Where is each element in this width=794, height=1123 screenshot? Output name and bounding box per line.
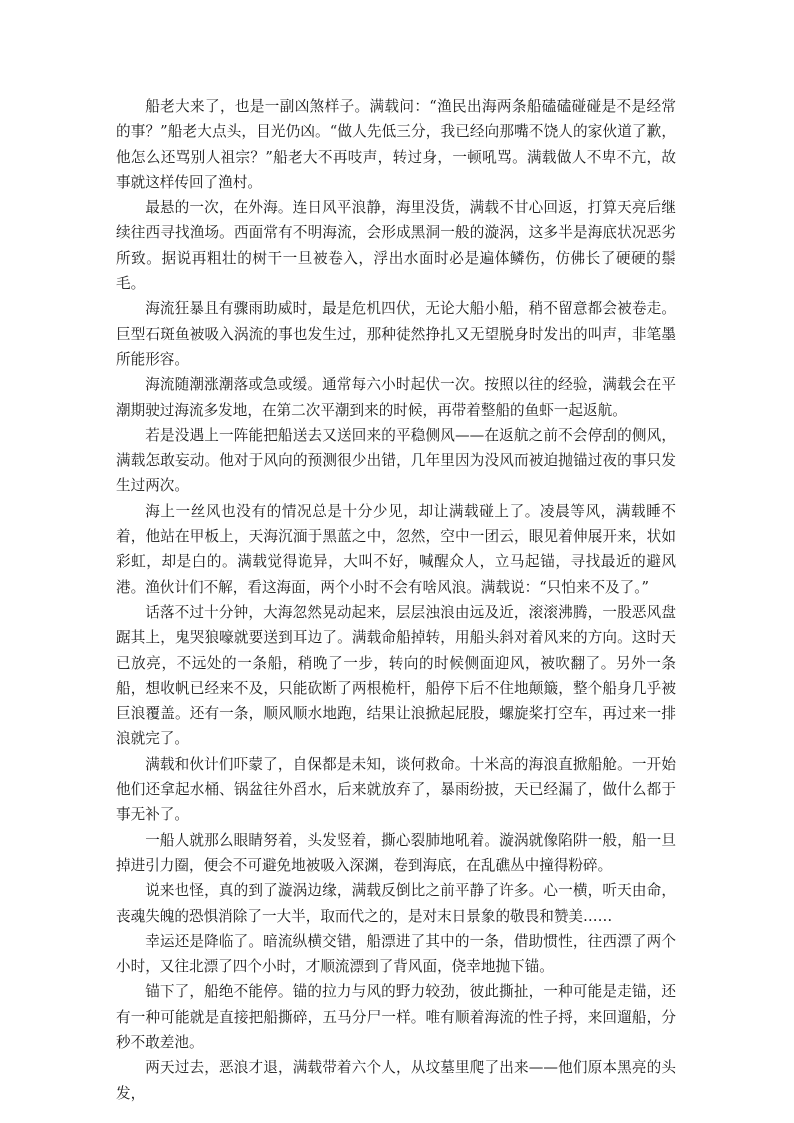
paragraph: 最悬的一次，在外海。连日风平浪静，海里没货，满载不甘心回返，打算天亮后继续往西寻找渔场。西面常有不明海流，会形成黑洞一般的漩涡，这多半是海底状况恶劣所致。据说再粗壮的树干一旦被卷入，浮出水面时必是遍体鳞伤，仿佛长了硬硬的鬃毛。 [116, 199, 676, 293]
paragraph: 话落不过十分钟，大海忽然晃动起来，层层浊浪由远及近，滚滚沸腾，一股恶风盘踞其上，鬼哭狼嚎就要送到耳边了。满载命船掉转，用船头斜对着风来的方向。这时天已放亮，不远处的一条船，稍晚了一步，转向的时候侧面迎风，被吹翻了。另外一条船，想收帆已经来不及，只能砍断了两根桅杆，船停下后不住地颠簸，整个船身几乎被巨浪覆盖。还有一条，顺风顺水地跑，结果让浪掀起屁股，螺旋桨打空车，再过来一排浪就完了。 [116, 603, 676, 748]
paragraph: 一船人就那么眼睛努着，头发竖着，撕心裂肺地吼着。漩涡就像陷阱一般，船一旦掉进引力圈，便会不可避免地被吸入深渊，卷到海底，在乱礁丛中撞得粉碎。 [116, 831, 676, 874]
paragraph: 海上一丝风也没有的情况总是十分少见，却让满载碰上了。凌晨等风，满载睡不着，他站在甲板上，天海沉湎于黑蓝之中，忽然，空中一团云，眼见着伸展开来，状如彩虹，却是白的。满载觉得诡异，大叫不好，喊醒众人，立马起锚，寻找最近的避风港。渔伙计们不解，看这海面，两个小时不会有啥风浪。满载说：“只怕来不及了。” [116, 502, 676, 596]
paragraph: 船老大来了，也是一副凶煞样子。满载问：“渔民出海两条船磕磕碰碰是不是经常的事？”船老大点头，目光仍凶。“做人先低三分，我已经向那嘴不饶人的家伙道了歉，他怎么还骂别人祖宗？”船老大不再吱声，转过身，一顿吼骂。满载做人不卑不亢，故事就这样传回了渔村。 [116, 98, 676, 191]
paragraph: 若是没遇上一阵能把船送去又送回来的平稳侧风——在返航之前不会停刮的侧风，满载怎敢妄动。他对于风向的预测很少出错，几年里因为没风而被迫抛锚过夜的事只发生过两次。 [116, 426, 676, 495]
article-body [116, 94, 676, 1106]
paragraph: 说来也怪，真的到了漩涡边缘，满载反倒比之前平静了许多。心一横，听天由命，丧魂失魄的恐惧消除了一大半，取而代之的，是对末日景象的敬畏和赞美…… [116, 882, 676, 925]
paragraph: 海流随潮涨潮落或急或缓。通常每六小时起伏一次。按照以往的经验，满载会在平潮期驶过海流多发地，在第二次平潮到来的时候，再带着整船的鱼虾一起返航。 [116, 376, 676, 419]
paragraph: 两天过去，恶浪才退，满载带着六个人，从坟墓里爬了出来——他们原本黑亮的头发， [116, 1059, 676, 1102]
paragraph: 锚下了，船绝不能停。锚的拉力与风的野力较劲，彼此撕扯，一种可能是走锚，还有一种可能就是直接把船撕碎，五马分尸一样。唯有顺着海流的性子捋，来回遛船，分秒不敢差池。 [116, 983, 676, 1051]
paragraph: 幸运还是降临了。暗流纵横交错，船漂进了其中的一条，借助惯性，往西漂了两个小时，又往北漂了四个小时，才顺流漂到了背风面，侥幸地抛下锚。 [116, 932, 676, 976]
paragraph: 海流狂暴且有骤雨助威时，最是危机四伏，无论大船小船，稍不留意都会被卷走。巨型石斑鱼被吸入涡流的事也发生过，那种徒然挣扎又无望脱身时发出的叫声，非笔墨所能形容。 [116, 300, 676, 368]
paragraph: 满载和伙计们吓蒙了，自保都是未知，谈何救命。十米高的海浪直掀船舱。一开始他们还拿起水桶、锅盆往外舀水，后来就放弃了，暴雨纷披，天已经漏了，做什么都于事无补了。 [116, 755, 676, 824]
